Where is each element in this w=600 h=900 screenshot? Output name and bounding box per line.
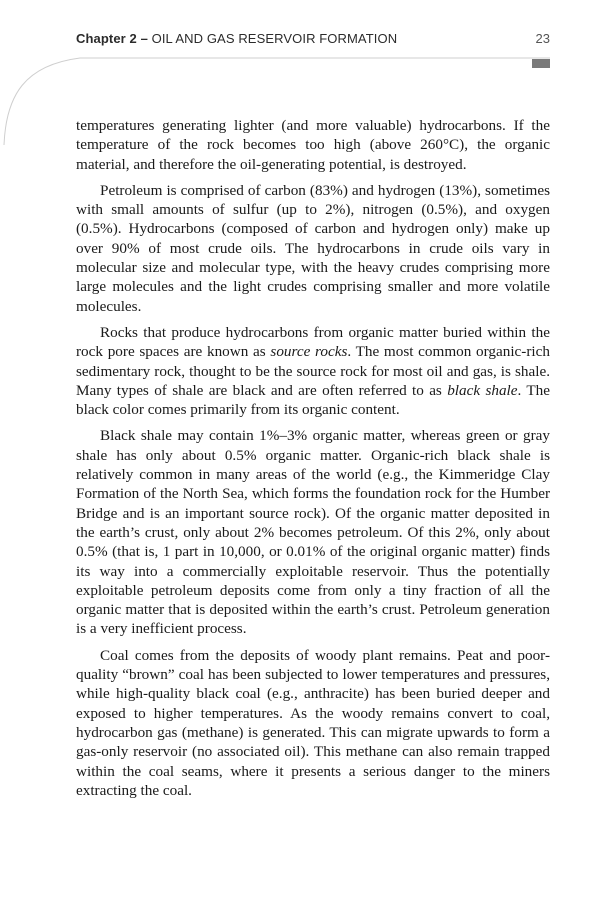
paragraph-3-part-c: . The black color comes primarily from its organic content.	[76, 381, 551, 419]
paragraph-4: Black shale may contain 1%–3% organic matter, whereas green or gray shale has only about 0.5% organic matter. Organic-rich black shale is relatively common in many areas of the world (e.g., the Kimmeridge Clay Formation of the North Sea, which forms the foundation rock for the Humber Bridge and is an important source rock). Of the organic matter deposited in the earth’s crust, only about 2% becomes petroleum. Of this 2%, only about 0.5% (that is, 1 part in 10,000, or 0.01% of the original organic matter) finds its way into a commercially exploitable reservoir. Thus the potentially exploitable petroleum deposits come from only a tiny fraction of all the organic matter that is deposited within the earth’s crust. Petroleum generation is a very inefficient process.	[76, 427, 550, 638]
term-source-rocks: source rocks	[270, 343, 348, 361]
chapter-title: OIL AND GAS RESERVOIR FORMATION	[151, 31, 398, 46]
page-marker-block	[532, 59, 550, 68]
paragraph-5: Coal comes from the deposits of woody plant remains. Peat and poor-quality “brown” coal has been subjected to lower temperatures and pressures, while high-quality black coal (e.g., anthracite) has been buried deeper and exposed to higher temperatures. As the woody remains convert to coal, hydrocarbon gas (methane) is generated. This can migrate upwards to form a gas-only reservoir (no associated oil). This methane can also remain trapped within the coal seams, where it presents a serious danger to the miners extracting the coal.	[76, 646, 550, 799]
chapter-label: Chapter 2 –	[76, 31, 152, 46]
body-text	[76, 116, 550, 807]
paragraph-2: Petroleum is comprised of carbon (83%) and hydrogen (13%), sometimes with small amounts of sulfur (up to 2%), nitrogen (0.5%), and oxygen (0.5%). Hydrocarbons (composed of carbon and hydrogen only) make up over 90% of most crude oils. The hydrocarbons in crude oils vary in molecular size and molecular type, with the heavy crudes comprising more large molecules and the light crudes comprising smaller and more volatile molecules.	[76, 181, 550, 315]
paragraph-3-part-b: . The most common organic-rich sedimentary rock, thought to be the source rock for most oil and gas, is shale. Many types of shale are black and are often referred to as	[76, 343, 550, 399]
page-number: 23	[535, 31, 550, 46]
paragraph-3-part-a: Rocks that produce hydrocarbons from organic matter buried within the rock pore spaces are known as	[76, 323, 550, 361]
paragraph-1: temperatures generating lighter (and more valuable) hydrocarbons. If the temperature of the rock becomes too high (above 260°C), the organic material, and therefore the oil-generating potential, is destroyed.	[76, 117, 550, 173]
term-black-shale: black shale	[447, 381, 518, 399]
paragraph-3	[76, 323, 550, 419]
